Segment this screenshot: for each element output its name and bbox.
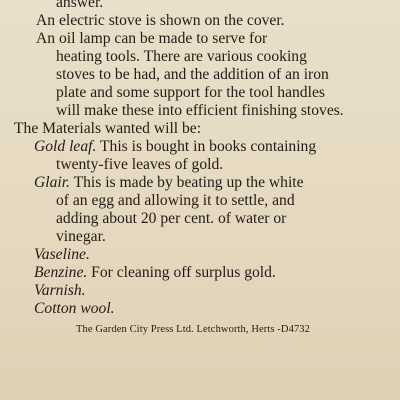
material-name: Vaseline. <box>34 246 90 263</box>
material-cotton-wool <box>14 300 380 318</box>
material-description: For cleaning off surplus gold. <box>91 264 276 281</box>
material-description-line: of an egg and allowing it to settle, and <box>56 192 295 209</box>
material-name: Glair. <box>34 174 70 191</box>
oil-lamp-line: will make these into efficient finishing stoves. <box>56 102 344 119</box>
material-varnish <box>14 282 380 300</box>
body-text <box>14 0 380 318</box>
material-description: This is made by beating up the white <box>73 174 304 191</box>
printer-imprint: The Garden City Press Ltd. Letchworth, Herts -D4732 <box>76 324 311 335</box>
materials-heading: The Materials wanted will be: <box>14 120 202 137</box>
material-description: This is bought in books containing <box>100 138 317 155</box>
stove-cover-sentence: An electric stove is shown on the cover. <box>36 12 285 29</box>
material-description-line: adding about 20 per cent. of water or <box>56 210 287 227</box>
material-gold-leaf <box>14 138 380 156</box>
oil-lamp-line: plate and some support for the tool handles <box>56 84 325 101</box>
material-vaseline <box>14 246 380 264</box>
oil-lamp-line: heating tools. There are various cooking <box>56 48 307 65</box>
material-benzine <box>14 264 380 282</box>
material-name: Gold leaf. <box>34 138 97 155</box>
material-description-line: twenty-five leaves of gold. <box>56 156 224 173</box>
material-name: Cotton wool. <box>34 300 115 317</box>
material-name: Benzine. <box>34 264 88 281</box>
oil-lamp-line: stoves to be had, and the addition of an iron <box>56 66 329 83</box>
material-description-line: vinegar. <box>56 228 106 245</box>
material-name: Varnish. <box>34 282 86 299</box>
oil-lamp-line: An oil lamp can be made to serve for <box>36 30 268 47</box>
text-line: answer. <box>56 0 104 11</box>
material-glair <box>14 174 380 192</box>
